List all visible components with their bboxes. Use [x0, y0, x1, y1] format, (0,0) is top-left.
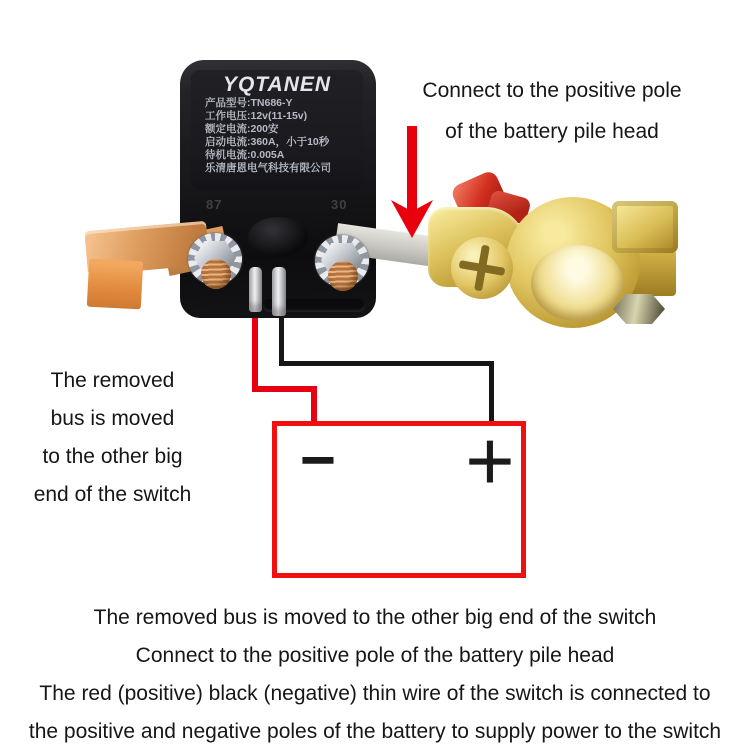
spec-line-company: 乐清唐恩电气科技有限公司 [205, 162, 331, 174]
annotation-line: Connect to the positive pole [422, 79, 682, 102]
red-positive-wire-horizontal [252, 386, 317, 392]
annotation-line: end of the switch [33, 483, 192, 506]
annotation-line: Connect to the positive pole of the battery pile head [135, 644, 615, 667]
annotation-line: The red (positive) black (negative) thin wire of the switch is connected to [39, 682, 711, 705]
clamp-square-bolt [612, 201, 678, 253]
black-negative-wire-horizontal [279, 361, 494, 366]
clamp-post-hole [531, 245, 623, 321]
annotation-line: The removed bus is moved to the other big end of the switch [93, 606, 657, 629]
relay-spec-label [191, 70, 363, 190]
spec-line-voltage: 工作电压:12v(11-15v) [205, 110, 308, 122]
spec-line-model: 产品型号:TN686-Y [205, 97, 293, 109]
battery-positive-symbol: + [465, 414, 515, 509]
spec-line-standby-current: 待机电流:0.005A [205, 149, 285, 161]
copper-lug-fold [87, 259, 143, 310]
annotation-bottom [0, 599, 750, 750]
right-copper-stud [328, 261, 358, 291]
red-positive-wire-drop [311, 386, 317, 424]
spec-line-start-current: 启动电流:360A，小于10秒 [205, 136, 330, 148]
annotation-line: The removed [50, 369, 175, 392]
annotation-line: of the battery pile head [445, 120, 659, 143]
left-copper-stud [201, 259, 231, 289]
right-control-pin [272, 267, 286, 316]
annotation-line: bus is moved [50, 407, 175, 430]
terminal-marking-87: 87 [206, 197, 223, 212]
spec-line-rated-current: 额定电流:200安 [205, 123, 279, 135]
relay-center-oval [248, 217, 308, 257]
annotation-line: to the other big [42, 445, 183, 468]
annotation-top-right [402, 70, 702, 152]
battery-negative-symbol: − [299, 426, 337, 495]
annotation-line: the positive and negative poles of the battery to supply power to the switch [28, 720, 722, 743]
red-positive-wire-vertical [252, 308, 258, 392]
terminal-marking-30: 30 [331, 197, 348, 212]
annotation-left [10, 362, 215, 514]
left-control-pin [249, 267, 262, 312]
brand-name: YQTANEN [222, 73, 332, 96]
